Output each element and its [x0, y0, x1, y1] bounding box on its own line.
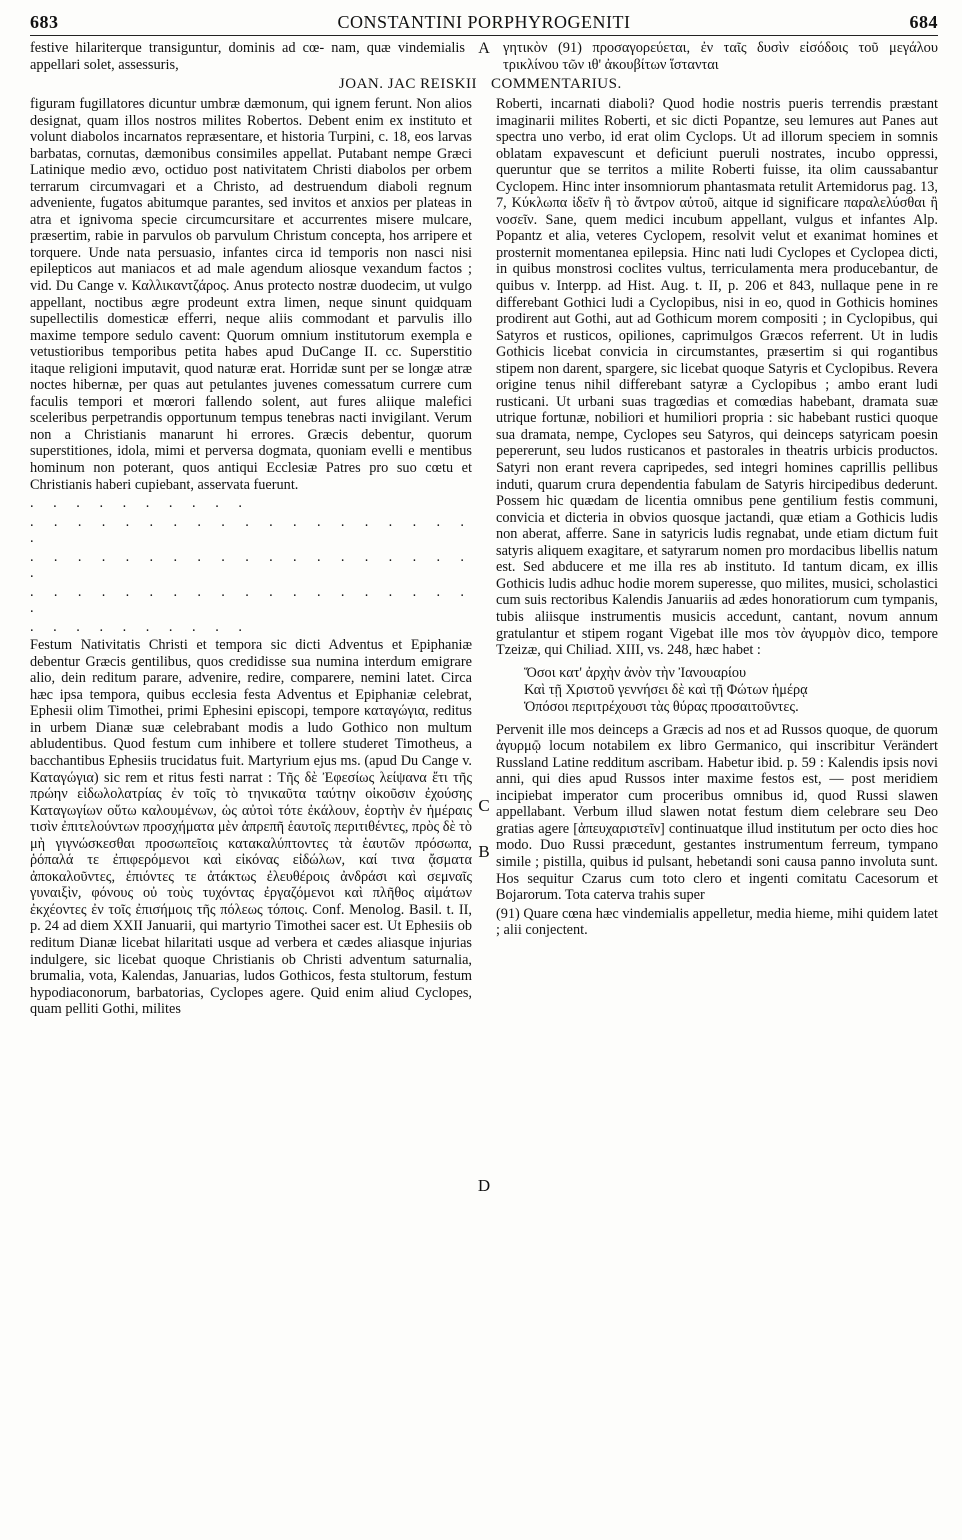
left-paragraph-2: Festum Nativitatis Christi et tempora sic dicti Adventus et Epiphaniæ debentur Græcis gentilibus, quos credidisse sua numina interdum emigrare alio, dein reditum parare, advenire, redire, comparere, nemini latet. Circa hæc ipsa tempora, quibus ecclesia festa Adventus et Epiphaniæ celebrat, Ephesii olim Timothei, primi Ephesini episcopi, tempore καταγώγια, reditus in urbem Dianæ suæ celebrabant modis a ludo Gothico non multum abludentibus. Quod festum cum inhibere et tollere studeret Timotheus, a bacchantibus Ephesiis trucidatus fuit. Martyrium ejus ms. (apud Du Cange v. Καταγώγια) sic rem et ritus festi narrat : Τῆς δὲ Ἐφεσίως λείψανα ἔτι τῆς πρώην εἰδωλολατρίας ἐν τοῖς τὸ τηνικαῦτα ταύτην οἰκοῦσιν ἐχούσης Καταγωγίων οὕτω καλουμένων, ὡς αὐτοὶ τότε ἐκάλουν, ἑορτὴν ἐν ἡμέραις τισὶν ἐπιτελούντων προσχήματα μὲν ἀπρεπῆ ἑαυτοῖς περιτιθέντες, πρὸς δὲ τὸ μὴ γιγνώσκεσθαι προσωπεῖοις κατακαλύπτοντες τὰ ἑαυτῶν πρόσωπα, ῥόπαλά τε ἐπιφερόμενοι καὶ εἰκόνας εἰδώλων, καί τινα ᾄσματα ἀποκαλοῦντες, ἐπιόντες τε ἀτάκτως ἐλευθέροις ἀνδράσι καὶ σεμναῖς γυναιξὶν, φόνους οὐ τοὺς τυχόντας ἐργαζόμενοι καὶ πλῆθος αἱμάτων ἐκχέοντες ἐν τοῖς ἐπισήμοις τῆς πόλεως τόποις. Conf. Menolog. Basil. t. II, p. 24 ad diem XXII Januarii, qui martyrio Timothei sacer est. Ut Ephesiis ob reditum Dianæ licebat hilaritati usque ad verbera et cædes aliasque injurias indulgere, sic licebat quoque Christianis ob Christi adventum saturnalia, brumalia, vota, Kalendas, Januarias, ludos Gothicos, festa stultorum, festum hypodiaconorum, barbatorias, Cyclopes agere. Quid enim aliud Cyclopes, quam pelliti Gothi, milites	[30, 637, 472, 1018]
verse-line: Ὅσοι κατ' ἀρχὴν ἀνὸν τὴν Ἰανουαρίου	[524, 664, 747, 681]
section-headings	[30, 76, 938, 93]
margin-letter-d: D	[477, 1176, 491, 1195]
lacuna-line: . . . . . . . . . .	[30, 618, 250, 635]
left-column	[30, 96, 472, 1018]
running-head	[30, 12, 938, 36]
two-column-body	[30, 96, 938, 1195]
verse-line: Καὶ τῇ Χριστοῦ γεννήσει δὲ καὶ τῇ Φώτων ἡμέρᾳ	[524, 681, 808, 698]
tzetzes-verse	[524, 665, 938, 716]
top-text-row	[30, 40, 938, 74]
lacuna-line: . . . . . . . . . . . . . . . . . . . .	[30, 513, 472, 547]
heading-commentarius: COMMENTARIUS.	[491, 76, 622, 92]
footnote-91: (91) Quare cœna hæc vindemialis appelletur, media hieme, mihi quidem latet ; alii conjectent.	[496, 905, 938, 939]
top-latin-text: festive hilariterque transiguntur, dominis ad cœ- nam, quæ vindemialis appellari solet, assessuris,	[30, 40, 465, 73]
right-column	[496, 96, 938, 1018]
lacuna-line: . . . . . . . . . . . . . . . . . . . .	[30, 583, 472, 617]
right-paragraph-1: Roberti, incarnati diaboli? Quod hodie nostris pueris terrendis præstant imaginarii milites Roberti, et sic dicti Popantze, seu lemures aut Panes aut spectra uno verbo, id erat olim Cyclops. Ut ad illorum speciem in somnis oblatam expavescunt et deficiunt pueruli nostrates, incubo oppressi, queruntur que se territos a milite Roberti fuisse, ita olim caussabantur Cyclopem. Hinc inter insomniorum phantasmata retulit Artemidorus pag. 13, 7, Κύκλωπα ἰδεῖν ἢ τὸ ἄντρον αὐτοῦ, aitque id significare παραλελύσθαι ἢ νοσεῖν. Sane, quem medici incubum appellant, vulgus et infantes Alp. Popantz et alia, veteres Cyclopem, resolvit velut et exanimat homines et prosternit momentanea epilepsia. Hinc nati ludi Cyclopes et Cyclopea dicti, in quibus monstrosi coclites vultus, terriculamenta mera producebantur, de quibus v. Interpp. ad Hist. Aug. t. II, p. 206 et 843, nullaque pene in re differebant Gothici ludi a Cyclopibus, nisi in eo, quod in Gothicis homines prodirent aut Gothi, aut ad Gothicum morem compositi ; in Cyclopibus, qui Satyros et rusticos, opiliones, caprimulgos Græcos referrent. Ut in ludis Gothicis licebat convicia in circumstantes, præsertim si qui rogantibus stipem non darent, spargere, sic licebat quoque Satyris et Cyclopibus. Revera origine tenus nihil differebant satyræ a Cyclopibus ; ambo erant ludi rusticani. Ut urbani suas tragœdias et comœdias habebant, dramata suæ utrique fortunæ, nobiliori et humiliori propria : sic habebant rustici quoque sua dramata, nempe, Cyclopes seu Satyros, qui deinceps satyricam poesin pepererunt, seu ludos rusticanos et pastorales in theatris urbicis productos. Satyri non erant revera capripedes, sed integri homines caprillis pellibus induti, quarum crura dependentia fabulam de Satyris hircipedibus dederunt. Possem hic quædam de licentia omnibus pene gentilium festis communi, convicia et dicteria in obvios quosque jactandi, quæ etiam a Gothicis ludis non aberat, afferre. Sane in satyricis ludis regnabat, unde etiam dictum fuit satyris aliquem exagitare, et satyrarum nomen pro mordacibus libellis natum est. Sed abducere et me illa res ab instituto. Id tantum dicam, ex illis Gothicis ludis adhuc hodie morem superesse, quo milites, musici, scholastici cum suis rectoribus Kalendis Januariis ad ædes honoratiorum cum tympanis, tubis aliisque instrumentis musicis accedunt, cantant, novum annum gratulantur et stipem rogant Vigebat ille mos τὸν ἀγυρμὸν dico, tempore Tzeizæ, qui Chiliad. XIII, vs. 248, hæc habet :	[496, 96, 938, 659]
left-page-number: 683	[30, 12, 59, 32]
verse-line: Ὁπόσοι περιτρέχουσι τὰς θύρας προσαιτοῦντες.	[524, 698, 799, 715]
left-paragraph-1: figuram fugillatores dicuntur umbræ dæmonum, qui ignem ferunt. Non alios designat, quam illos nostros milites Robertos. Debent enim ex instituto et volunt diabolos incarnatos repræsentare, et historia Turpini, c. 18, eos larvas barbatas, cornutas, dæmonibus consimiles appellat. Putabant nempe Græci Latinique medio ævo, octiduo post nativitatem Christi diabolos per orbem terrarum circumvagari et a Christo, ad destruendum diaboli regnum advenientе, fugatos abitumque parantes, sed invitos et anxios per plateas in atra et ignivoma specie circumcursitare et accurrentes misere mulcare, præsertim, rabie in parvulos ob parvulum Christum concepta, hos arripere et torquere. Unde nata persuasio, infantes circa id temporis non nasci nisi epilepticos aut maniacos et ad male agendum aliosque vexandum factos ; vid. Du Cange v. Καλλικαντζάρος. Anus protecto nostræ duodecim, ut vulgo appellant, noctibus ægre prodeunt extra limen, neque sinunt quidquam supellectilis domesticæ efferri, neque aliis commodant et parvulis illo maxime tempore sedulo cavent: Quorum omnium institutorum exempla e vetustioribus temporibus petita habes apud DuCange II. cc. Superstitio itaque religioni imputavit, quod naturæ erat. Horridæ sunt per se longæ atræ noctes hibernæ, per quas aut petulantes juvenes comessatum currere cum faculis tempori et mœrori fallendo solent, aut fures aliique malefici sceleribus perpetrandis opportunum tempus tenebras nacti invigilant. Verum non a Christianis manarunt hi errores. Græcis debentur, quorum superstitiones, idola, mimi et perversa dogmata, quoniam evelli e mentibus hominum non poterant, quos antiqui Ecclesiæ Patres pro suo cœtu et Christianis haberi cupiebant, asservata fuerunt.	[30, 96, 472, 493]
margin-letter-a: A	[478, 40, 490, 57]
margin-letter-c: C	[478, 796, 490, 815]
lacuna-line: . . . . . . . . . . . . . . . . . . . .	[30, 548, 472, 582]
heading-reiskii: JOAN. JAC REISKII	[338, 76, 477, 92]
right-page-number: 684	[909, 12, 938, 32]
lacuna-line: . . . . . . . . . .	[30, 495, 250, 512]
right-paragraph-2: Pervenit ille mos deinceps a Græcis ad nos et ad Russos quoque, de quorum ἀγυρμῷ locum notabilem ex libro Germanico, qui inscribitur Verändert Russland Latine redditum ascribam. Habetur ibid. p. 59 : Kalendis ipsis novi anni, qui dies apud Russos inter maxime festos est, — post meridiem incipiebat imperator cum proceribus omnibus id, quod Russi slawen appellabant. Verbum illud slawen notat festum diem celebrare seu Deo gratias agere [ἀπευχαριστεῖν] continuatque illud institutum per octo dies hoc modo. Duo Russi præcedunt, gestantes instrumentum ferreum, tympano simile ; pistilla, quibus id pulsant, hebetandi soni causa panno involuta sunt. Hos sequitur Czarus cum toto clero et ingenti comitatu Cacesorum et Bojarorum. Tota caterva trahis super	[496, 721, 938, 904]
running-title: CONSTANTINI PORPHYROGENITI	[337, 12, 631, 32]
top-greek-text: γητικὸν (91) προσαγορεύεται, ἐν ταῖς δυσὶν εἰσόδοις τοῦ μεγάλου τρικλίνου τῶν ιθ' ἀκουβίτων ἵστανται	[503, 40, 938, 73]
margin-letter-b: B	[478, 842, 490, 861]
